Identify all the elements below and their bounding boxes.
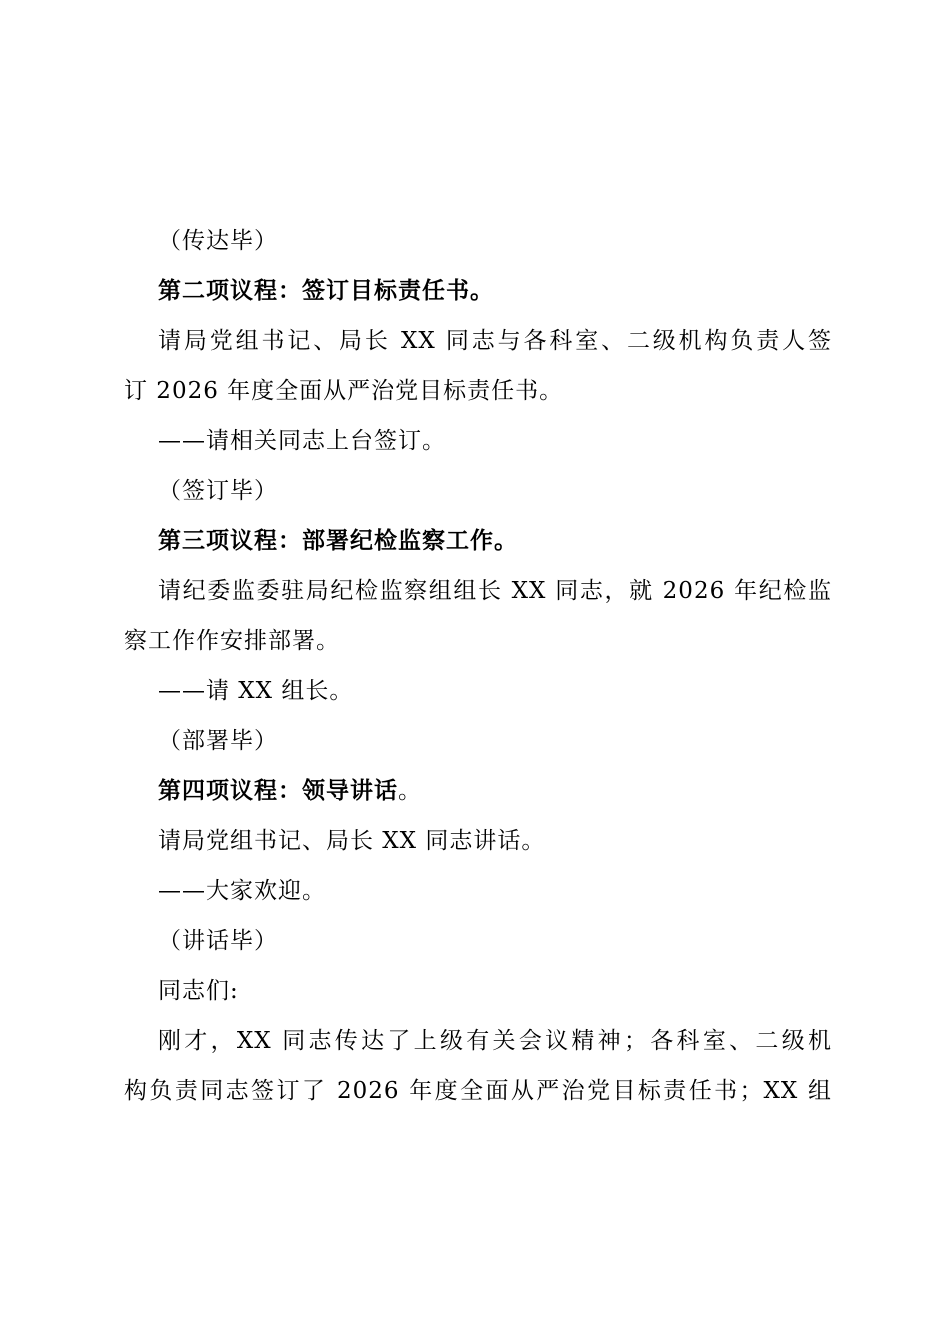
agenda-item-4-title: 第四项议程：领导讲话: [158, 777, 398, 804]
paragraph-line: 刚才，XX 同志传达了上级有关会议精神；各科室、二级机: [158, 1028, 832, 1054]
status-note-speech-done: （讲话毕）: [158, 928, 278, 954]
status-note-signing-done: （签订毕）: [158, 478, 278, 504]
status-note-deploy-done: （部署毕）: [158, 728, 278, 754]
agenda-item-4-heading: [124, 766, 832, 816]
prompt-line: ——大家欢迎。: [158, 878, 326, 904]
prompt-line: ——请 XX 组长。: [158, 678, 354, 704]
paragraph-line: 构负责同志签订了 2026 年度全面从严治党目标责任书；XX 组: [124, 1078, 832, 1104]
agenda-item-2-heading: 第二项议程：签订目标责任书。: [158, 277, 494, 304]
paragraph-line: 请局党组书记、局长 XX 同志与各科室、二级机构负责人签: [158, 328, 832, 354]
paragraph-line: 察工作作安排部署。: [124, 628, 340, 654]
agenda-item-3-heading: 第三项议程：部署纪检监察工作。: [158, 527, 518, 554]
document-body: [124, 216, 832, 1116]
salutation: 同志们:: [158, 978, 239, 1004]
status-note-relay-done: （传达毕）: [158, 228, 278, 254]
paragraph-line: 请局党组书记、局长 XX 同志讲话。: [158, 828, 546, 854]
agenda-item-4-punct: 。: [398, 778, 422, 804]
prompt-line: ——请相关同志上台签订。: [158, 428, 446, 454]
paragraph-line: 请纪委监委驻局纪检监察组组长 XX 同志，就 2026 年纪检监: [158, 578, 832, 604]
paragraph-line: 订 2026 年度全面从严治党目标责任书。: [124, 378, 564, 404]
